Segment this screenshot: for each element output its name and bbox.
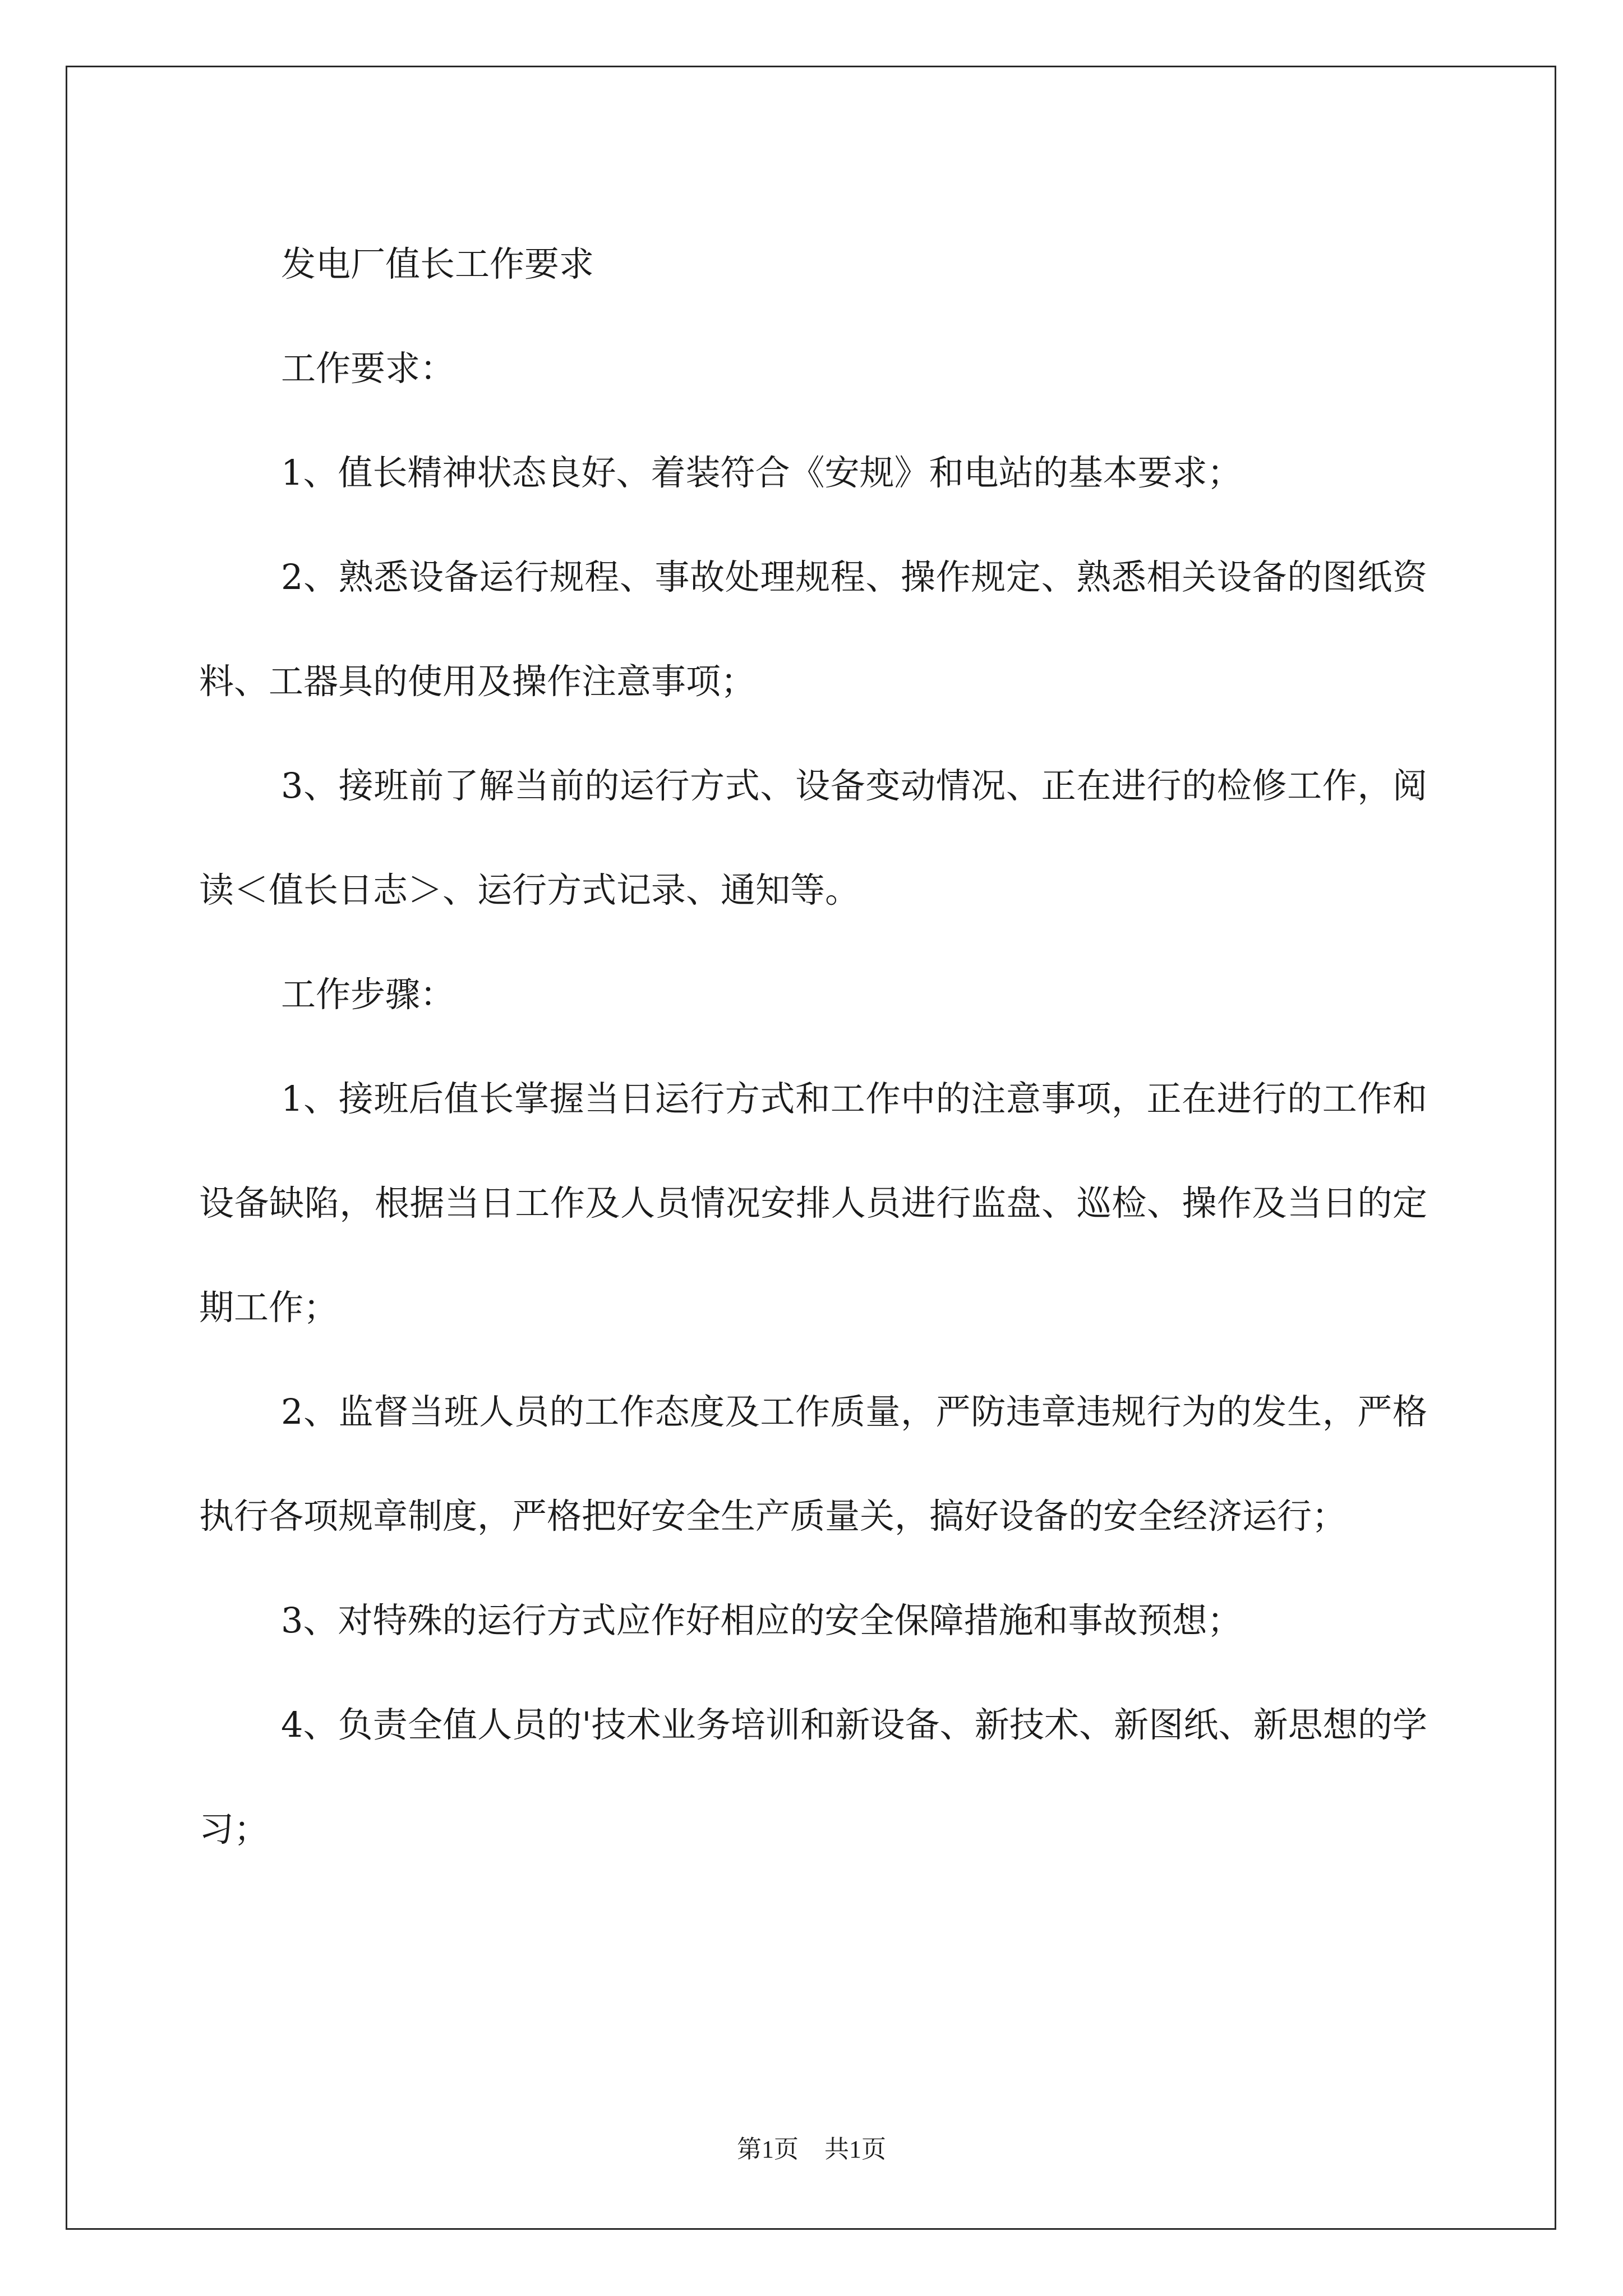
page-number-current: 第1页 xyxy=(737,2136,799,2163)
step-item-2: 2、监督当班人员的工作态度及工作质量，严防违章违规行为的发生，严格执行各项规章制度，严格把好安全生产质量关，搞好设备的安全经济运行； xyxy=(199,1391,1427,1536)
section-heading-steps: 工作步骤： xyxy=(281,974,455,1015)
requirement-item-1: 1、值长精神状态良好、着装符合《安规》和电站的基本要求； xyxy=(281,452,1242,493)
document-body xyxy=(199,212,1427,1881)
step-item-4: 4、负责全值人员的'技术业务培训和新设备、新技术、新图纸、新思想的学习； xyxy=(199,1704,1427,1849)
page-footer xyxy=(0,2133,1623,2166)
document-title: 发电厂值长工作要求 xyxy=(281,243,594,284)
section-heading-requirements: 工作要求： xyxy=(281,348,455,389)
requirement-item-2: 2、熟悉设备运行规程、事故处理规程、操作规定、熟悉相关设备的图纸资料、工器具的使用及操作注意事项； xyxy=(199,556,1427,702)
page-number-total: 共1页 xyxy=(824,2136,886,2163)
requirement-item-3: 3、接班前了解当前的运行方式、设备变动情况、正在进行的检修工作，阅读＜值长日志＞、运行方式记录、通知等。 xyxy=(199,765,1427,910)
step-item-1: 1、接班后值长掌握当日运行方式和工作中的注意事项，正在进行的工作和设备缺陷，根据当日工作及人员情况安排人员进行监盘、巡检、操作及当日的定期工作； xyxy=(199,1078,1427,1328)
step-item-3: 3、对特殊的运行方式应作好相应的安全保障措施和事故预想； xyxy=(281,1600,1242,1641)
